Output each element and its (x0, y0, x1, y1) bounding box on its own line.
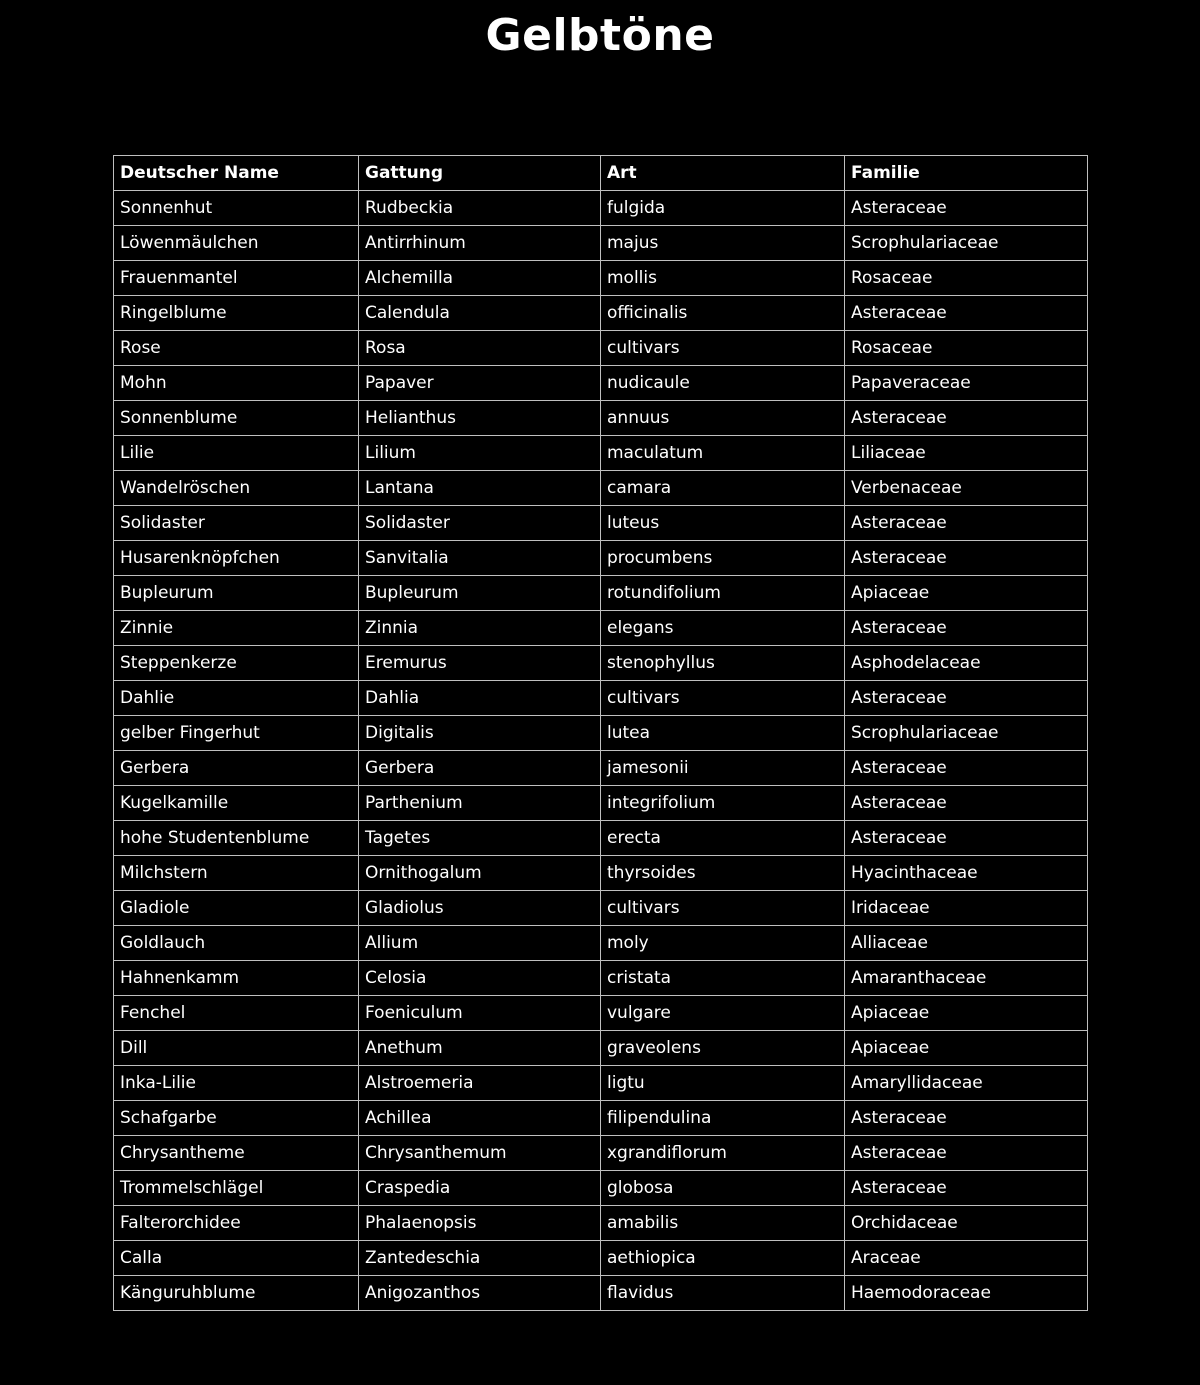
header-row (114, 156, 1088, 191)
cell-art: cultivars (601, 891, 845, 926)
table-row (114, 681, 1088, 716)
cell-familie: Asteraceae (845, 541, 1088, 576)
cell-familie: Hyacinthaceae (845, 856, 1088, 891)
column-header-gattung: Gattung (359, 156, 601, 191)
cell-familie: Liliaceae (845, 436, 1088, 471)
cell-deutscher-name: Dahlie (114, 681, 359, 716)
cell-gattung: Helianthus (359, 401, 601, 436)
cell-familie: Asteraceae (845, 296, 1088, 331)
cell-deutscher-name: Falterorchidee (114, 1206, 359, 1241)
table-row (114, 821, 1088, 856)
cell-gattung: Alstroemeria (359, 1066, 601, 1101)
cell-art: stenophyllus (601, 646, 845, 681)
column-header-familie: Familie (845, 156, 1088, 191)
cell-familie: Amaranthaceae (845, 961, 1088, 996)
cell-art: maculatum (601, 436, 845, 471)
cell-gattung: Zinnia (359, 611, 601, 646)
table-row (114, 471, 1088, 506)
table-row (114, 646, 1088, 681)
cell-deutscher-name: Husarenknöpfchen (114, 541, 359, 576)
cell-deutscher-name: Goldlauch (114, 926, 359, 961)
table-row (114, 1206, 1088, 1241)
cell-deutscher-name: Solidaster (114, 506, 359, 541)
cell-art: erecta (601, 821, 845, 856)
cell-deutscher-name: Inka-Lilie (114, 1066, 359, 1101)
table-row (114, 296, 1088, 331)
table-row (114, 401, 1088, 436)
cell-deutscher-name: Frauenmantel (114, 261, 359, 296)
table-row (114, 1031, 1088, 1066)
cell-art: thyrsoides (601, 856, 845, 891)
cell-art: elegans (601, 611, 845, 646)
cell-deutscher-name: Fenchel (114, 996, 359, 1031)
cell-gattung: Bupleurum (359, 576, 601, 611)
cell-familie: Amaryllidaceae (845, 1066, 1088, 1101)
cell-art: ligtu (601, 1066, 845, 1101)
cell-deutscher-name: Steppenkerze (114, 646, 359, 681)
cell-art: mollis (601, 261, 845, 296)
cell-familie: Papaveraceae (845, 366, 1088, 401)
cell-art: annuus (601, 401, 845, 436)
cell-gattung: Anethum (359, 1031, 601, 1066)
table-row (114, 856, 1088, 891)
cell-art: xgrandiflorum (601, 1136, 845, 1171)
cell-deutscher-name: Milchstern (114, 856, 359, 891)
cell-art: camara (601, 471, 845, 506)
cell-gattung: Phalaenopsis (359, 1206, 601, 1241)
cell-art: amabilis (601, 1206, 845, 1241)
cell-art: moly (601, 926, 845, 961)
cell-deutscher-name: Löwenmäulchen (114, 226, 359, 261)
cell-gattung: Gladiolus (359, 891, 601, 926)
cell-familie: Asteraceae (845, 681, 1088, 716)
cell-familie: Verbenaceae (845, 471, 1088, 506)
cell-familie: Alliaceae (845, 926, 1088, 961)
cell-gattung: Celosia (359, 961, 601, 996)
cell-familie: Asteraceae (845, 786, 1088, 821)
cell-art: rotundifolium (601, 576, 845, 611)
cell-familie: Asphodelaceae (845, 646, 1088, 681)
table-row (114, 506, 1088, 541)
cell-gattung: Antirrhinum (359, 226, 601, 261)
table-row (114, 611, 1088, 646)
table-row (114, 1136, 1088, 1171)
cell-gattung: Chrysanthemum (359, 1136, 601, 1171)
table-row (114, 716, 1088, 751)
cell-art: majus (601, 226, 845, 261)
cell-deutscher-name: Dill (114, 1031, 359, 1066)
cell-art: jamesonii (601, 751, 845, 786)
cell-deutscher-name: hohe Studentenblume (114, 821, 359, 856)
cell-gattung: Solidaster (359, 506, 601, 541)
cell-familie: Asteraceae (845, 506, 1088, 541)
cell-art: officinalis (601, 296, 845, 331)
table-row (114, 1171, 1088, 1206)
cell-deutscher-name: Lilie (114, 436, 359, 471)
cell-familie: Asteraceae (845, 401, 1088, 436)
cell-deutscher-name: Wandelröschen (114, 471, 359, 506)
cell-deutscher-name: Gerbera (114, 751, 359, 786)
cell-familie: Asteraceae (845, 1171, 1088, 1206)
cell-familie: Asteraceae (845, 1136, 1088, 1171)
table-row (114, 926, 1088, 961)
table-body (114, 191, 1088, 1311)
cell-deutscher-name: Sonnenblume (114, 401, 359, 436)
cell-gattung: Calendula (359, 296, 601, 331)
cell-familie: Asteraceae (845, 611, 1088, 646)
cell-familie: Araceae (845, 1241, 1088, 1276)
cell-art: lutea (601, 716, 845, 751)
cell-deutscher-name: Mohn (114, 366, 359, 401)
cell-art: globosa (601, 1171, 845, 1206)
cell-familie: Asteraceae (845, 191, 1088, 226)
cell-familie: Iridaceae (845, 891, 1088, 926)
table-row (114, 1276, 1088, 1311)
table-row (114, 751, 1088, 786)
cell-gattung: Lantana (359, 471, 601, 506)
cell-gattung: Gerbera (359, 751, 601, 786)
table-row (114, 191, 1088, 226)
table-header (114, 156, 1088, 191)
cell-art: luteus (601, 506, 845, 541)
cell-familie: Apiaceae (845, 996, 1088, 1031)
cell-gattung: Achillea (359, 1101, 601, 1136)
cell-deutscher-name: Rose (114, 331, 359, 366)
table-row (114, 891, 1088, 926)
cell-deutscher-name: Zinnie (114, 611, 359, 646)
table-row (114, 996, 1088, 1031)
cell-gattung: Lilium (359, 436, 601, 471)
cell-gattung: Digitalis (359, 716, 601, 751)
cell-deutscher-name: Schafgarbe (114, 1101, 359, 1136)
cell-deutscher-name: Ringelblume (114, 296, 359, 331)
cell-gattung: Alchemilla (359, 261, 601, 296)
table-row (114, 786, 1088, 821)
cell-gattung: Zantedeschia (359, 1241, 601, 1276)
cell-familie: Rosaceae (845, 331, 1088, 366)
table-row (114, 261, 1088, 296)
page-title: Gelbtöne (485, 10, 715, 61)
cell-gattung: Foeniculum (359, 996, 601, 1031)
table-row (114, 1101, 1088, 1136)
cell-familie: Scrophulariaceae (845, 226, 1088, 261)
column-header-art: Art (601, 156, 845, 191)
table-row (114, 366, 1088, 401)
cell-gattung: Rosa (359, 331, 601, 366)
cell-familie: Apiaceae (845, 1031, 1088, 1066)
cell-deutscher-name: Kugelkamille (114, 786, 359, 821)
cell-familie: Asteraceae (845, 1101, 1088, 1136)
table-row (114, 961, 1088, 996)
cell-art: integrifolium (601, 786, 845, 821)
cell-gattung: Eremurus (359, 646, 601, 681)
cell-familie: Asteraceae (845, 751, 1088, 786)
cell-gattung: Dahlia (359, 681, 601, 716)
cell-deutscher-name: Känguruhblume (114, 1276, 359, 1311)
cell-art: cultivars (601, 681, 845, 716)
table-row (114, 576, 1088, 611)
cell-deutscher-name: Sonnenhut (114, 191, 359, 226)
table-row (114, 1241, 1088, 1276)
cell-art: filipendulina (601, 1101, 845, 1136)
cell-deutscher-name: Gladiole (114, 891, 359, 926)
cell-gattung: Ornithogalum (359, 856, 601, 891)
table-row (114, 1066, 1088, 1101)
cell-art: flavidus (601, 1276, 845, 1311)
cell-gattung: Craspedia (359, 1171, 601, 1206)
cell-art: vulgare (601, 996, 845, 1031)
cell-gattung: Anigozanthos (359, 1276, 601, 1311)
cell-deutscher-name: Chrysantheme (114, 1136, 359, 1171)
cell-deutscher-name: Calla (114, 1241, 359, 1276)
cell-art: graveolens (601, 1031, 845, 1066)
plant-table (113, 155, 1088, 1311)
cell-deutscher-name: gelber Fingerhut (114, 716, 359, 751)
cell-deutscher-name: Trommelschlägel (114, 1171, 359, 1206)
cell-familie: Haemodoraceae (845, 1276, 1088, 1311)
cell-art: nudicaule (601, 366, 845, 401)
cell-gattung: Parthenium (359, 786, 601, 821)
cell-familie: Rosaceae (845, 261, 1088, 296)
cell-art: fulgida (601, 191, 845, 226)
cell-deutscher-name: Hahnenkamm (114, 961, 359, 996)
cell-familie: Asteraceae (845, 821, 1088, 856)
table-row (114, 331, 1088, 366)
table-row (114, 436, 1088, 471)
cell-art: cultivars (601, 331, 845, 366)
cell-gattung: Rudbeckia (359, 191, 601, 226)
cell-deutscher-name: Bupleurum (114, 576, 359, 611)
cell-art: cristata (601, 961, 845, 996)
column-header-deutscher-name: Deutscher Name (114, 156, 359, 191)
cell-art: aethiopica (601, 1241, 845, 1276)
cell-gattung: Sanvitalia (359, 541, 601, 576)
cell-gattung: Allium (359, 926, 601, 961)
cell-familie: Apiaceae (845, 576, 1088, 611)
table-row (114, 541, 1088, 576)
cell-gattung: Papaver (359, 366, 601, 401)
cell-familie: Scrophulariaceae (845, 716, 1088, 751)
cell-gattung: Tagetes (359, 821, 601, 856)
cell-art: procumbens (601, 541, 845, 576)
cell-familie: Orchidaceae (845, 1206, 1088, 1241)
table-row (114, 226, 1088, 261)
